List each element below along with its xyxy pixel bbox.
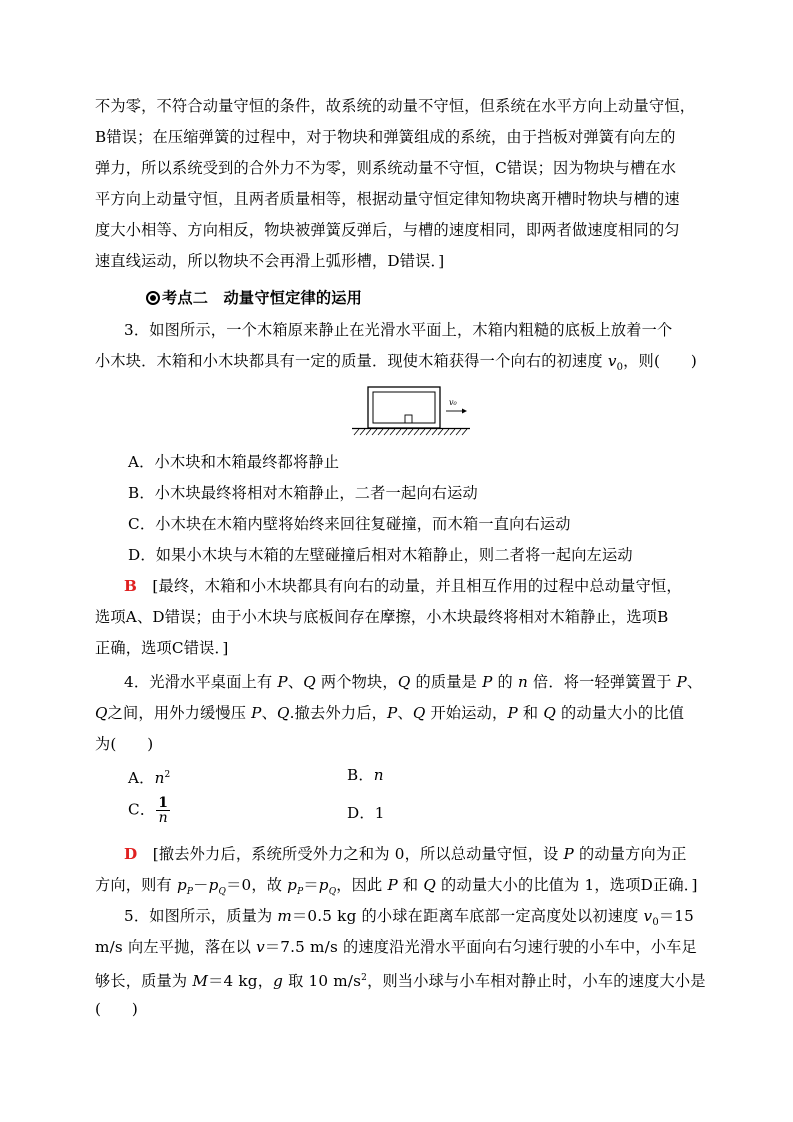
option-b: B．小木块最终将相对木箱静止，二者一起向右运动 <box>128 484 478 502</box>
option-a: A．小木块和木箱最终都将静止 <box>128 453 340 471</box>
question-5-line: 够长，质量为 M＝4 kg，g 取 10 $m/s^2$，则当小球与小车相对静止时，小车的速度大小是 <box>95 972 706 991</box>
section-title: 考点二 动量守恒定律的运用 <box>162 289 363 307</box>
question-4-line: 4．光滑水平桌面上有 P、Q 两个物块，Q 的质量是 P 的 n 倍．将一轻弹簧置于 P、 <box>124 673 703 691</box>
velocity-label: v₀ <box>449 398 457 407</box>
question-3-line: 小木块．木箱和小木块都具有一定的质量．现使木箱获得一个向右的初速度 $v_0$，则( ) <box>95 352 697 374</box>
option-c: C．小木块在木箱内壁将始终来回往复碰撞，而木箱一直向右运动 <box>128 515 571 533</box>
question-4-line: Q之间，用外力缓慢压 P、Q.撤去外力后，P、Q 开始运动，P 和 Q 的动量大小的比值 <box>95 704 685 722</box>
text-line: 度大小相等、方向相反，物块被弹簧反弹后，与槽的速度相同，即两者做速度相同的匀 <box>95 221 680 239</box>
question-5-line: m/s 向左平抛，落在以 v＝7.5 m/s 的速度沿光滑水平面向右匀速行驶的小车中，小车足 <box>95 938 697 956</box>
option-c: C． $\frac{1}{n}$ <box>128 795 169 826</box>
question-3-line: 3．如图所示，一个木箱原来静止在光滑水平面上，木箱内粗糙的底板上放着一个 <box>124 321 673 339</box>
answer-4-line: D [撤去外力后，系统所受外力之和为 0，所以总动量守恒，设 P 的动量方向为正 <box>124 845 687 863</box>
answer-3-line: 正确，选项C错误．] <box>95 639 229 657</box>
box-on-floor-figure <box>352 384 470 438</box>
text-line: B错误；在压缩弹簧的过程中，对于物块和弹簧组成的系统，由于挡板对弹簧有向左的 <box>95 128 676 146</box>
fraction: $\frac{1}{n}$ <box>158 795 169 826</box>
question-5-line: ( ) <box>95 1000 139 1018</box>
question-4-line: 为( ) <box>95 735 154 753</box>
text-line: 弹力，所以系统受到的合外力不为零，则系统动量不守恒，C错误；因为物块与槽在水 <box>95 159 677 177</box>
option-a: A．$n^2$ <box>128 769 171 788</box>
bullet-circle-icon <box>146 291 160 305</box>
option-d: D．1 <box>347 804 385 822</box>
answer-letter: B <box>124 577 138 595</box>
section-heading <box>146 288 362 308</box>
text-line: 速直线运动，所以物块不会再滑上弧形槽，D错误．] <box>95 252 445 270</box>
text-line: 不为零，不符合动量守恒的条件，故系统的动量不守恒，但系统在水平方向上动量守恒， <box>95 97 696 115</box>
option-d: D．如果小木块与木箱的左壁碰撞后相对木箱静止，则二者将一起向左运动 <box>128 546 633 564</box>
question-5-line: 5．如图所示，质量为 m＝0.5 kg 的小球在距离车底部一定高度处以初速度 $v_0=15$ <box>124 907 694 929</box>
arrow-head-icon <box>462 409 467 414</box>
text-line: 平方向上动量守恒，且两者质量相等，根据动量守恒定律知物块离开槽时物块与槽的速 <box>95 190 680 208</box>
answer-3-line: 选项A、D错误；由于小木块与底板间存在摩擦，小木块最终将相对木箱静止，选项B <box>95 608 669 626</box>
answer-letter: D <box>124 845 138 863</box>
option-b: B．n <box>347 766 384 784</box>
answer-4-line: 方向，则有 $p_P-p_Q=0$，故 $p_P=p_Q$，因此 P 和 Q 的动量大小的比值为 1，选项D正确．] <box>95 876 698 898</box>
answer-3-line: B [最终，木箱和小木块都具有向右的动量，并且相互作用的过程中总动量守恒， <box>124 577 682 595</box>
